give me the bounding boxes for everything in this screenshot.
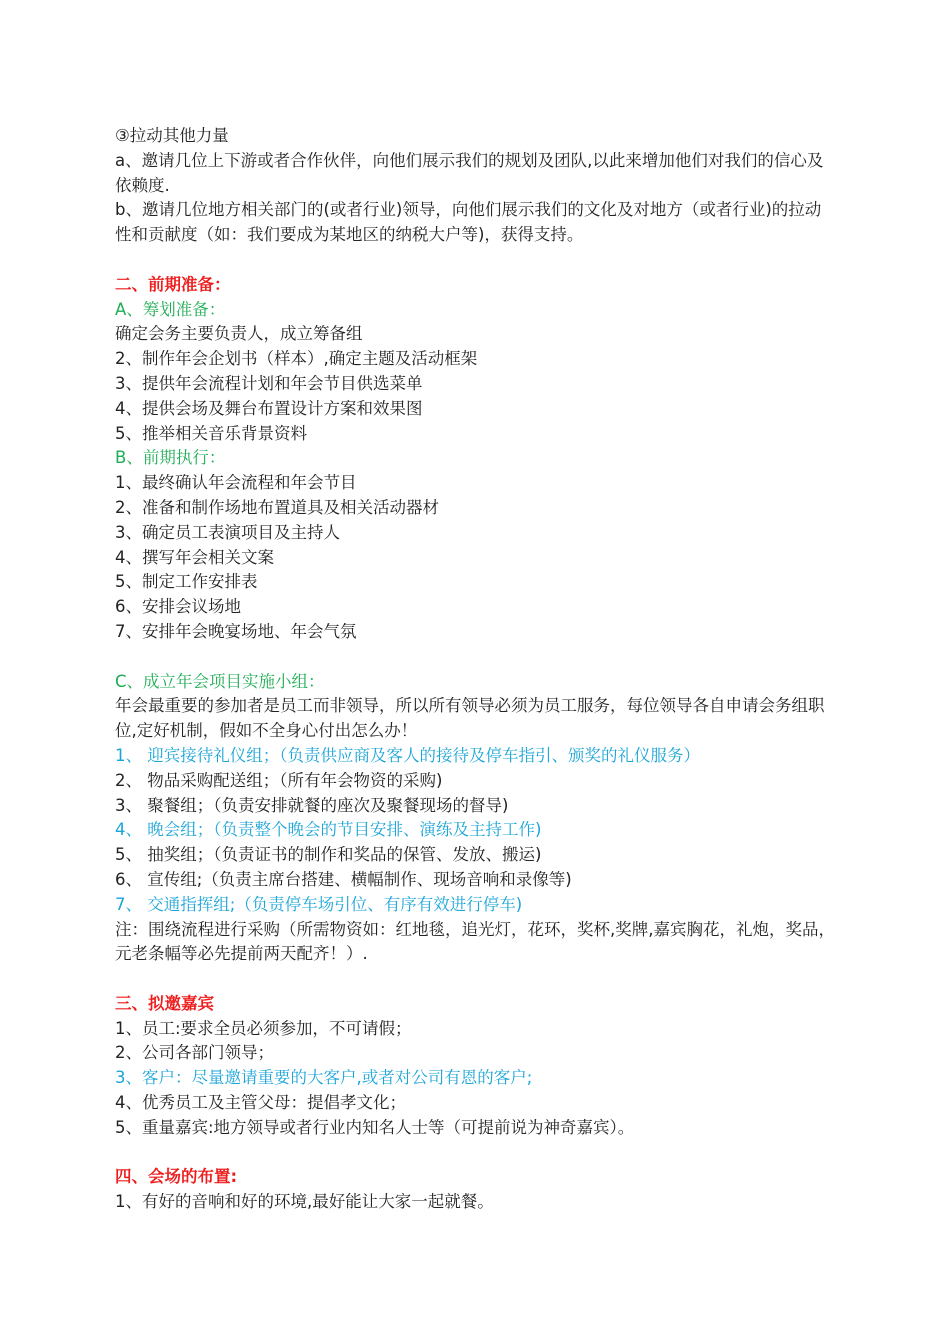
list-item: 确定会务主要负责人，成立筹备组 (115, 324, 363, 344)
list-item: 6、安排会议场地 (115, 597, 241, 617)
group-item: 7、 交通指挥组;（负责停车场引位、有序有效进行停车) (115, 894, 523, 914)
intro-item-b: b、邀请几位地方相关部门的(或者行业)领导，向他们展示我们的文化及对地方（或者行业)的拉动性和贡献度（如：我们要成为某地区的纳税大户等)，获得支持。 (115, 200, 822, 245)
group-item: 3、 聚餐组；（负责安排就餐的座次及聚餐现场的督导) (115, 795, 509, 815)
team-intro: 年会最重要的参加者是员工而非领导，所以所有领导必须为员工服务，每位领导各自申请会务组职位,定好机制，假如不全身心付出怎么办！ (115, 696, 825, 741)
list-item: 3、确定员工表演项目及主持人 (115, 522, 340, 542)
list-item: 4、提供会场及舞台布置设计方案和效果图 (115, 398, 423, 418)
intro-title: ③拉动其他力量 (115, 126, 229, 145)
venue-item: 1、有好的音响和好的环境,最好能让大家一起就餐。 (115, 1192, 494, 1212)
document-page (115, 124, 835, 1215)
subheading-team: C、成立年会项目实施小组： (115, 671, 325, 691)
guest-item: 2、公司各部门领导； (115, 1043, 274, 1063)
subheading-execution: B、前期执行： (115, 448, 226, 468)
subheading-planning: A、筹划准备： (115, 299, 226, 319)
procurement-note: 注：围绕流程进行采购（所需物资如：红地毯，追光灯，花环，奖杯,奖牌,嘉宾胸花，礼炮，奖品，元老条幅等必先提前两天配齐！）. (115, 919, 835, 964)
list-item: 5、推举相关音乐背景资料 (115, 423, 307, 443)
list-item: 2、准备和制作场地布置道具及相关活动器材 (115, 497, 439, 517)
guest-item: 5、重量嘉宾:地方领导或者行业内知名人士等（可提前说为神奇嘉宾）。 (115, 1117, 635, 1137)
list-item: 4、撰写年会相关文案 (115, 547, 274, 567)
section-heading-venue: 四、会场的布置: (115, 1167, 238, 1187)
list-item: 3、提供年会流程计划和年会节目供选菜单 (115, 373, 423, 393)
list-item: 2、制作年会企划书（样本）,确定主题及活动框架 (115, 349, 478, 369)
intro-item-a: a、邀请几位上下游或者合作伙伴，向他们展示我们的规划及团队,以此来增加他们对我们的信心及依赖度. (115, 150, 824, 195)
list-item: 7、安排年会晚宴场地、年会气氛 (115, 621, 357, 641)
section-heading-prep: 二、前期准备： (115, 274, 231, 294)
guest-item: 3、客户：尽量邀请重要的大客户,或者对公司有恩的客户; (115, 1068, 533, 1088)
guest-item: 1、员工:要求全员必须参加，不可请假； (115, 1018, 412, 1038)
group-item: 2、 物品采购配送组；（所有年会物资的采购) (115, 770, 443, 790)
guest-item: 4、优秀员工及主管父母：提倡孝文化； (115, 1093, 406, 1113)
list-item: 5、制定工作安排表 (115, 572, 258, 592)
list-item: 1、最终确认年会流程和年会节目 (115, 473, 357, 493)
group-item: 5、 抽奖组；（负责证书的制作和奖品的保管、发放、搬运) (115, 845, 542, 865)
group-item: 1、 迎宾接待礼仪组；（负责供应商及客人的接待及停车指引、颁奖的礼仪服务） (115, 745, 700, 765)
section-heading-guests: 三、拟邀嘉宾 (115, 993, 214, 1013)
group-item: 4、 晚会组；（负责整个晚会的节目安排、演练及主持工作) (115, 820, 542, 840)
group-item: 6、 宣传组;（负责主席台搭建、横幅制作、现场音响和录像等) (115, 869, 572, 889)
